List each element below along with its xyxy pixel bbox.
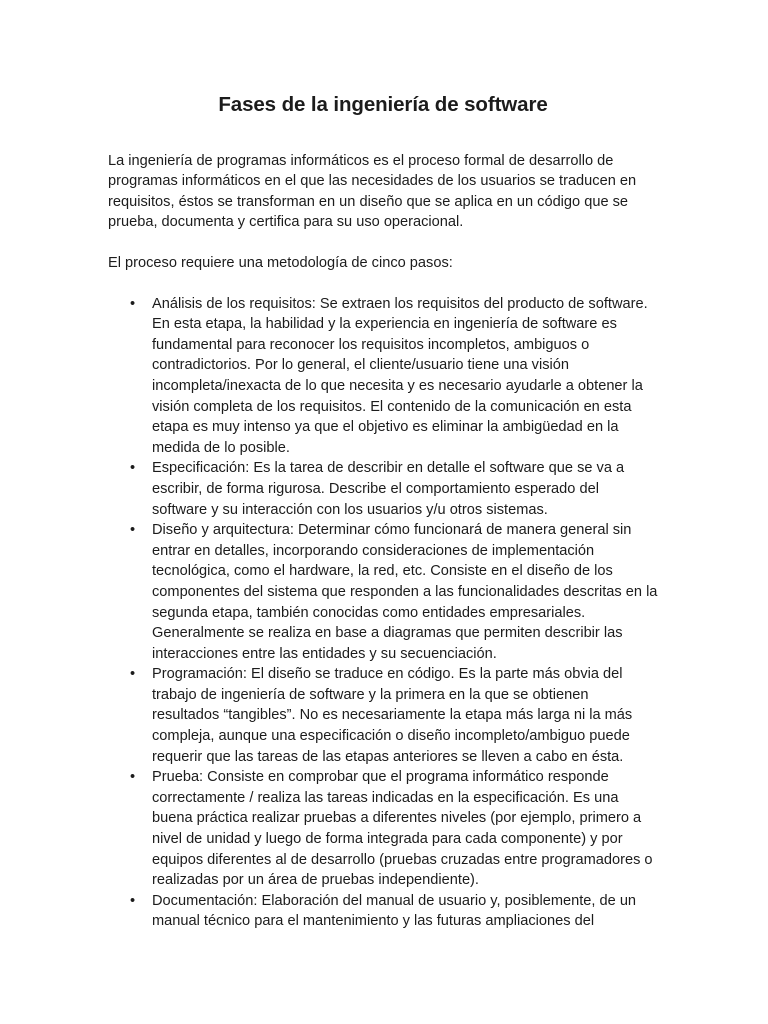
intro-paragraph: La ingeniería de programas informáticos es el proceso formal de desarrollo de programas informáticos en el que las necesidades de los usuarios se traducen en requisitos, éstos se transforman en un diseño que se aplica en un código que se prueba, documenta y certifica para su uso operacional. [108, 152, 637, 231]
step-text: Prueba: Consiste en comprobar que el programa informático responde correctamente / realiza las tareas indicadas en la especificación. Es una buena práctica realizar pruebas a diferentes niveles (por ejemplo, primero a nivel de unidad y luego de forma integrada para cada componente) y por equipos diferentes al de desarrollo (pruebas cruzadas entre programadores o realizadas por un área de pruebas independiente). [152, 769, 653, 889]
step-text: Diseño y arquitectura: Determinar cómo funcionará de manera general sin entrar en detalles, incorporando consideraciones de implementación tecnológica, como el hardware, la red, etc. Consiste en el diseño de los componentes del sistema que responden a las funcionalidades descritas en la segunda etapa, también conocidas como entidades empresariales. Generalmente se realiza en base a diagramas que permiten describir las interacciones entre las entidades y su secuenciación. [152, 522, 658, 662]
bullet-icon: • [130, 666, 136, 683]
bullet-icon: • [130, 460, 136, 477]
list-item [108, 664, 658, 767]
list-item [108, 767, 658, 891]
list-item [108, 891, 658, 932]
step-text: Análisis de los requisitos: Se extraen los requisitos del producto de software. En esta etapa, la habilidad y la experiencia en ingeniería de software es fundamental para reconocer los requisitos incompletos, ambiguos o contradictorios. Por lo general, el cliente/usuario tiene una visión incompleta/inexacta de lo que necesita y es necesario ayudarle a obtener la visión completa de los requisitos. El contenido de la comunicación en esta etapa es muy intenso ya que el objetivo es eliminar la ambigüedad en la medida de lo posible. [152, 295, 648, 456]
step-text: Programación: El diseño se traduce en código. Es la parte más obvia del trabajo de ingeniería de software y la primera en la que se obtienen resultados “tangibles”. No es necesariamente la etapa más larga ni la más compleja, aunque una especificación o diseño incompleto/ambiguo puede requerir que las tareas de las etapas anteriores se lleven a cabo en ésta. [152, 666, 633, 765]
bullet-icon: • [130, 769, 136, 786]
steps-list [108, 294, 658, 932]
bullet-icon: • [130, 522, 136, 539]
document-title: Fases de la ingeniería de software [218, 93, 548, 116]
step-text: Documentación: Elaboración del manual de usuario y, posiblemente, de un manual técnico para el mantenimiento y las futuras ampliaciones del [152, 892, 637, 930]
lead-paragraph: El proceso requiere una metodología de cinco pasos: [108, 255, 453, 272]
step-text: Especificación: Es la tarea de describir en detalle el software que se va a escribir, de forma rigurosa. Describe el comportamiento esperado del software y su interacción con los usuarios y/u otros sistemas. [152, 460, 625, 518]
list-item [108, 458, 658, 520]
bullet-icon: • [130, 892, 136, 909]
bullet-icon: • [130, 295, 136, 312]
list-item [108, 520, 658, 664]
list-item [108, 294, 658, 459]
